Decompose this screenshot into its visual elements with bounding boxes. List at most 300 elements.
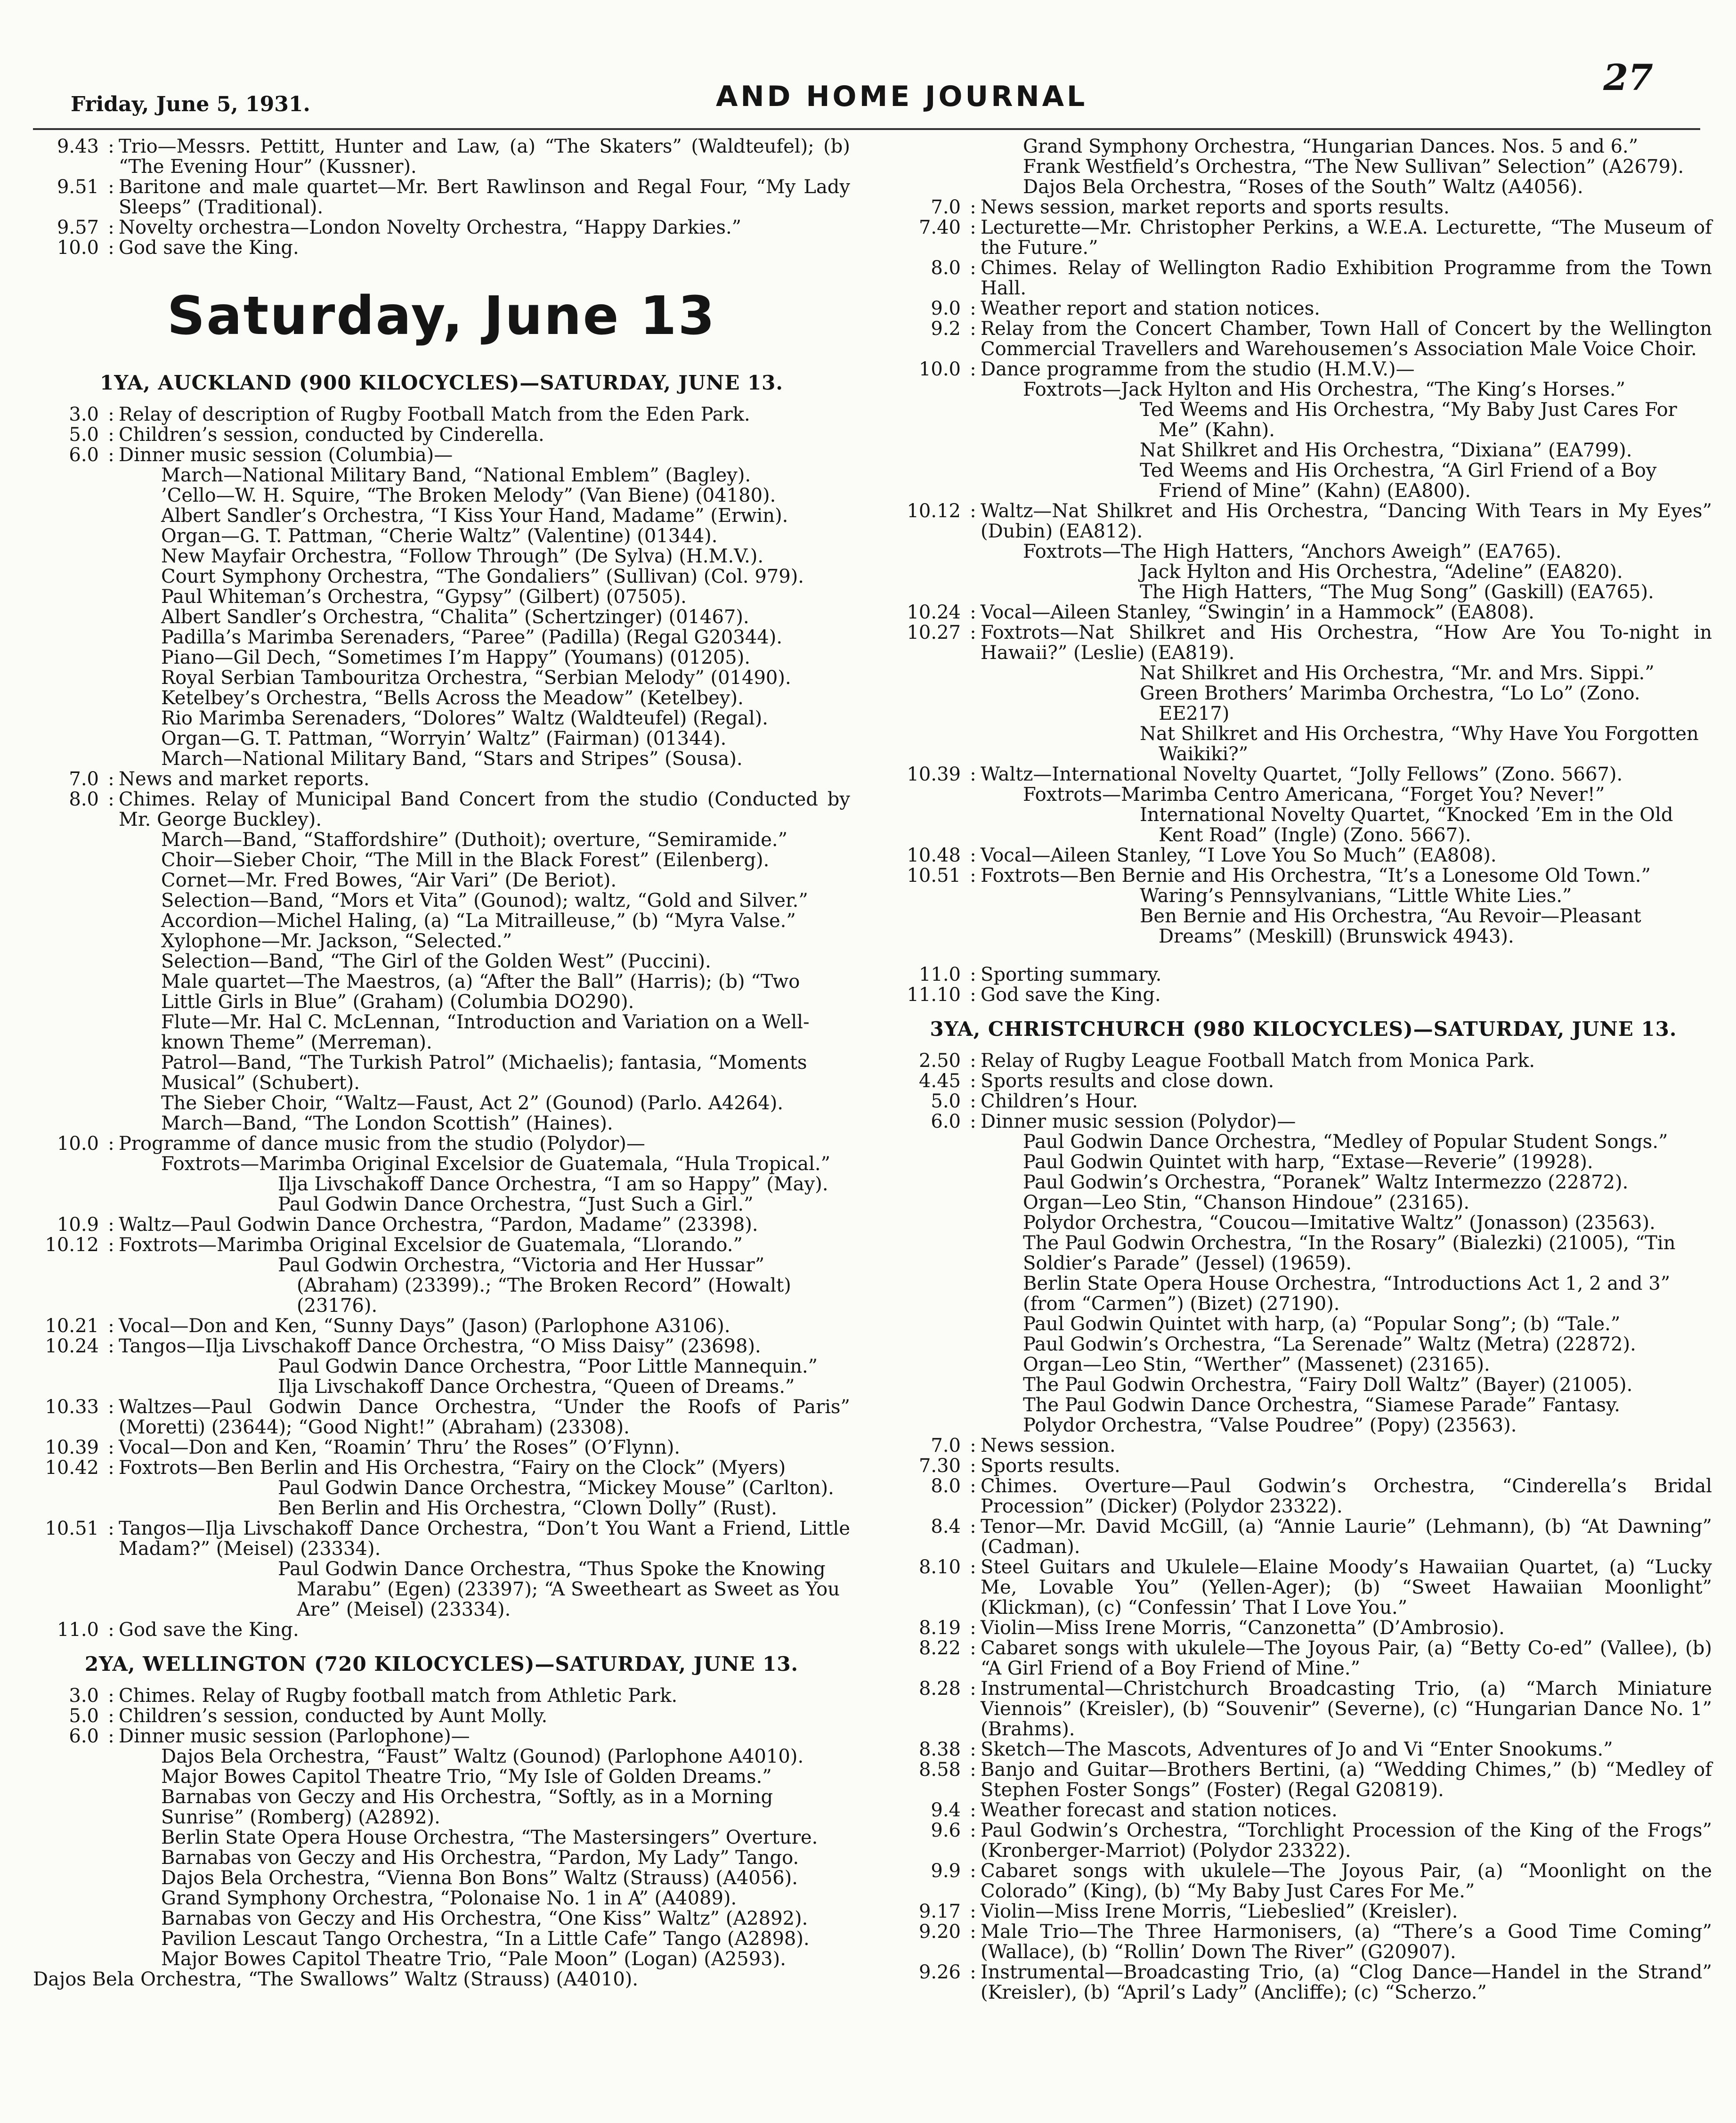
colon: :: [970, 1435, 976, 1456]
colon: :: [970, 622, 976, 643]
program-entry: [895, 1962, 1712, 2003]
program-entry: [33, 789, 850, 830]
program-text: Sketch—The Mascots, Adventures of Jo and Vi “Enter Snookums.”: [981, 1739, 1613, 1760]
program-item: Organ—Leo Stin, “Chanson Hindoue” (23165).: [1023, 1192, 1470, 1213]
time: 6.0: [69, 1725, 99, 1747]
program-subitem: Paul Godwin Dance Orchestra, “Thus Spoke the Knowing Marabu” (Egen) (23397); “A Sweetheart as Sweet as You Are” (Meisel) (23334).: [278, 1558, 840, 1620]
program-text: Tangos—Ilja Livschakoff Dance Orchestra, “O Miss Daisy” (23698).: [119, 1335, 761, 1357]
colon: :: [970, 1556, 976, 1578]
time: 10.12: [907, 500, 961, 522]
program-text: Vocal—Don and Ken, “Roamin’ Thru’ the Roses” (O’Flynn).: [119, 1437, 681, 1458]
header-rule: [33, 128, 1700, 130]
colon: :: [970, 298, 976, 319]
time: 10.51: [45, 1518, 99, 1539]
program-text: Children’s Hour.: [981, 1090, 1138, 1112]
program-text: Children’s session, conducted by Cinderella.: [119, 424, 544, 446]
colon: :: [970, 217, 976, 238]
colon: :: [970, 1921, 976, 1943]
colon: :: [108, 1457, 114, 1479]
program-item: Grand Symphony Orchestra, “Polonaise No. 1 in A” (A4089).: [161, 1887, 737, 1909]
program-entry: [33, 425, 850, 445]
colon: :: [108, 1214, 114, 1236]
program-entry: [33, 445, 850, 465]
program-entry: [33, 1686, 850, 1706]
program-item: Barnabas von Geczy and His Orchestra, “One Kiss” Waltz” (A2892).: [161, 1908, 808, 1929]
program-entry: [33, 137, 850, 177]
program-text: Vocal—Don and Ken, “Sunny Days” (Jason) (Parlophone A3106).: [119, 1315, 730, 1337]
program-text: Waltz—Nat Shilkret and His Orchestra, “Dancing With Tears in My Eyes” (Dubin) (EA812).: [981, 500, 1712, 542]
program-item: The Sieber Choir, “Waltz—Faust, Act 2” (Gounod) (Parlo. A4264).: [161, 1092, 784, 1114]
program-text: Steel Guitars and Ukulele—Elaine Moody’s Hawaiian Quartet, (a) “Lucky Me, Lovable You” (Yellen-Ager); (b) “Sweet Hawaiian Moonlight” (Klickman), (c) “Confessin’ That I Love You.”: [981, 1556, 1712, 1619]
program-text: God save the King.: [119, 237, 299, 259]
program-item: The Paul Godwin Dance Orchestra, “Siamese Parade” Fantasy.: [1023, 1394, 1620, 1416]
time: 4.45: [918, 1070, 961, 1092]
colon: :: [970, 358, 976, 380]
time: 10.27: [907, 622, 961, 643]
time: 10.48: [907, 845, 961, 866]
program-entry: [895, 1821, 1712, 1861]
program-text: Tenor—Mr. David McGill, (a) “Annie Laurie” (Lehmann), (b) “At Dawning” (Cadman).: [981, 1516, 1712, 1558]
program-subitem: Green Brothers’ Marimba Orchestra, “Lo Lo” (Zono. EE217): [1140, 683, 1640, 724]
program-text: Chimes. Overture—Paul Godwin’s Orchestra, “Cinderella’s Bridal Procession” (Dicker) (Polydor 23322).: [981, 1475, 1712, 1517]
program-item: Organ—G. T. Pattman, “Cherie Waltz” (Valentine) (01344).: [161, 525, 718, 547]
program-item: Pavilion Lescaut Tango Orchestra, “In a Little Cafe” Tango (A2898).: [161, 1928, 810, 1950]
program-item: Polydor Orchestra, “Valse Poudree” (Popy) (23563).: [1023, 1415, 1517, 1436]
program-subitem: Nat Shilkret and His Orchestra, “Why Have You Forgotten Waikiki?”: [1140, 723, 1699, 765]
program-entry: [895, 623, 1712, 663]
colon: :: [108, 424, 114, 446]
time: 5.0: [69, 424, 99, 446]
time: 9.57: [57, 217, 99, 238]
program-text: Instrumental—Christchurch Broadcasting Trio, (a) “March Miniature Viennois” (Kreisler), (b) “Souvenir” (Severne), (c) “Hungarian Dance No. 1” (Brahms).: [981, 1678, 1712, 1740]
colon: :: [108, 404, 114, 425]
station-heading-auckland: 1YA, AUCKLAND (900 KILOCYCLES)—SATURDAY, JUNE 13.: [99, 371, 784, 394]
time: 8.38: [918, 1739, 961, 1760]
program-item: The Paul Godwin Orchestra, “In the Rosary” (Bialezki) (21005), “Tin Soldier’s Parade” (Jessel) (19659).: [1023, 1232, 1676, 1274]
program-item: Organ—G. T. Pattman, “Worryin’ Waltz” (Fairman) (01344).: [161, 728, 727, 749]
program-entry: [33, 769, 850, 789]
program-item: Albert Sandler’s Orchestra, “I Kiss Your Hand, Madame” (Erwin).: [161, 505, 788, 527]
time: 8.28: [918, 1678, 961, 1700]
program-item: Male quartet—The Maestros, (a) “After the Ball” (Harris); (b) “Two Little Girls in Blue” (Graham) (Columbia DO290).: [161, 971, 800, 1013]
program-text: Vocal—Aileen Stanley, “I Love You So Much” (EA808).: [981, 845, 1497, 866]
colon: :: [108, 1619, 114, 1641]
program-text: Waltz—International Novelty Quartet, “Jolly Fellows” (Zono. 5667).: [981, 764, 1623, 785]
program-text: Male Trio—The Three Harmonisers, (a) “There’s a Good Time Coming” (Wallace), (b) “Rollin’ Down The River” (G20907).: [981, 1921, 1712, 1963]
program-entry: [33, 218, 850, 238]
colon: :: [108, 1396, 114, 1418]
time: 7.0: [931, 196, 961, 218]
program-text: God save the King.: [981, 984, 1161, 1006]
program-item: Albert Sandler’s Orchestra, “Chalita” (Schertzinger) (01467).: [161, 606, 749, 628]
colon: :: [970, 1455, 976, 1477]
right-column: [895, 137, 1712, 2003]
program-entry: [33, 177, 850, 218]
program-text: Foxtrots—Nat Shilkret and His Orchestra, “How Are You To-night in Hawaii?” (Leslie) (EA819).: [981, 622, 1712, 664]
colon: :: [108, 1315, 114, 1337]
time: 10.39: [907, 764, 961, 785]
program-text: Dinner music session (Columbia)—: [119, 444, 453, 466]
time: 10.0: [918, 358, 961, 380]
program-text: Children’s session, conducted by Aunt Molly.: [119, 1705, 548, 1727]
program-entry: [33, 238, 850, 258]
colon: :: [970, 1739, 976, 1760]
colon: :: [970, 1759, 976, 1781]
program-item: Dajos Bela Orchestra, “Faust” Waltz (Gounod) (Parlophone A4010).: [161, 1746, 804, 1767]
colon: :: [970, 1961, 976, 1983]
program-item: Barnabas von Geczy and His Orchestra, “Softly, as in a Morning Sunrise” (Romberg) (A2892).: [161, 1786, 773, 1828]
time: 9.6: [931, 1820, 961, 1841]
program-entry: [33, 1235, 850, 1255]
time: 8.0: [931, 1475, 961, 1497]
program-item: Grand Symphony Orchestra, “Hungarian Dances. Nos. 5 and 6.”: [1023, 136, 1639, 157]
program-text: Relay from the Concert Chamber, Town Hall of Concert by the Wellington Commercial Travellers and Warehousemen’s Association Male Voice Choir.: [981, 318, 1712, 360]
time: 8.22: [918, 1637, 961, 1659]
colon: :: [108, 136, 114, 157]
program-text: Weather forecast and station notices.: [981, 1799, 1338, 1821]
program-item: Berlin State Opera House Orchestra, “The Mastersingers” Overture.: [161, 1827, 818, 1848]
colon: :: [108, 444, 114, 466]
program-subitem: Ben Berlin and His Orchestra, “Clown Dolly” (Rust).: [278, 1497, 777, 1519]
time: 9.43: [57, 136, 99, 157]
program-text: Weather report and station notices.: [981, 298, 1320, 319]
time: 8.0: [69, 789, 99, 810]
time: 9.20: [918, 1921, 961, 1943]
colon: :: [108, 1437, 114, 1458]
program-item: Paul Whiteman’s Orchestra, “Gypsy” (Gilbert) (07505).: [161, 586, 687, 608]
program-text: Foxtrots—Marimba Original Excelsior de Guatemala, “Llorando.”: [119, 1234, 743, 1256]
program-entry: [895, 359, 1712, 380]
program-item: Paul Godwin’s Orchestra, “La Serenade” Waltz (Metra) (22872).: [1023, 1334, 1636, 1355]
colon: :: [108, 768, 114, 790]
program-entry: [895, 1071, 1712, 1091]
program-entry: [33, 1397, 850, 1438]
program-subitem: Ted Weems and His Orchestra, “A Girl Friend of a Boy Friend of Mine” (Kahn) (EA800).: [1140, 460, 1657, 502]
time: 8.58: [918, 1759, 961, 1781]
program-text: Cabaret songs with ukulele—The Joyous Pair, (a) “Betty Co-ed” (Vallee), (b) “A Girl Friend of a Boy Friend of Mine.”: [981, 1637, 1712, 1679]
program-item: March—National Military Band, “National Emblem” (Bagley).: [161, 464, 751, 486]
program-item: ’Cello—W. H. Squire, “The Broken Melody” (Van Biene) (04180).: [161, 485, 776, 506]
program-entry: [895, 866, 1712, 886]
colon: :: [108, 1335, 114, 1357]
colon: :: [108, 789, 114, 810]
program-text: Chimes. Relay of Municipal Band Concert from the studio (Conducted by Mr. George Buckley).: [119, 789, 850, 830]
time: 10.42: [45, 1457, 99, 1479]
program-entry: [895, 1112, 1712, 1132]
program-item: Royal Serbian Tambouritza Orchestra, “Serbian Melody” (01490).: [161, 667, 791, 689]
program-item: March—Band, “The London Scottish” (Haines).: [161, 1113, 613, 1134]
program-item: Choir—Sieber Choir, “The Mill in the Black Forest” (Eilenberg).: [161, 849, 770, 871]
program-item: Cornet—Mr. Fred Bowes, “Air Vari” (De Beriot).: [161, 870, 617, 891]
program-subitem: Jack Hylton and His Orchestra, “Adeline” (EA820).: [1140, 561, 1623, 583]
program-entry: [33, 1519, 850, 1559]
program-text: Violin—Miss Irene Morris, “Liebeslied” (Kreisler).: [981, 1901, 1458, 1922]
program-entry: [895, 501, 1712, 542]
program-item: Patrol—Band, “The Turkish Patrol” (Michaelis); fantasia, “Moments Musical” (Schubert).: [161, 1052, 807, 1094]
program-entry: [895, 299, 1712, 319]
time: 7.30: [918, 1455, 961, 1477]
program-subitem: Ilja Livschakoff Dance Orchestra, “I am so Happy” (May).: [278, 1173, 828, 1195]
program-item: Accordion—Michel Haling, (a) “La Mitrailleuse,” (b) “Myra Valse.”: [161, 910, 796, 932]
program-subitem: International Novelty Quartet, “Knocked ’Em in the Old Kent Road” (Ingle) (Zono. 5667).: [1140, 804, 1673, 846]
program-subitem: Paul Godwin Dance Orchestra, “Poor Little Mannequin.”: [278, 1356, 818, 1377]
program-subitem: Ben Bernie and His Orchestra, “Au Revoir—Pleasant Dreams” (Meskill) (Brunswick 4943).: [1140, 905, 1641, 947]
colon: :: [108, 1518, 114, 1539]
program-text: Tangos—Ilja Livschakoff Dance Orchestra, “Don’t You Want a Friend, Little Madam?” (Meisel) (23334).: [119, 1518, 850, 1560]
program-text: Novelty orchestra—London Novelty Orchestra, “Happy Darkies.”: [119, 217, 742, 238]
colon: :: [970, 1860, 976, 1882]
time: 9.17: [918, 1901, 961, 1922]
program-entry: [895, 846, 1712, 866]
time: 2.50: [918, 1050, 961, 1072]
program-text: Banjo and Guitar—Brothers Bertini, (a) “Wedding Chimes,” (b) “Medley of Stephen Foster Songs” (Foster) (Regal G20819).: [981, 1759, 1712, 1801]
time: 10.0: [57, 1133, 99, 1155]
program-entry: [895, 258, 1712, 299]
program-item: Selection—Band, “Mors et Vita” (Gounod); waltz, “Gold and Silver.”: [161, 890, 808, 911]
program-item: Piano—Gil Dech, “Sometimes I’m Happy” (Youmans) (01205).: [161, 647, 751, 668]
program-entry: [895, 1618, 1712, 1638]
colon: :: [970, 1820, 976, 1841]
time: 5.0: [69, 1705, 99, 1727]
program-entry: [895, 197, 1712, 218]
program-subitem: Paul Godwin Dance Orchestra, “Mickey Mouse” (Carlton).: [278, 1477, 834, 1499]
program-entry: [895, 1051, 1712, 1071]
colon: :: [970, 1617, 976, 1639]
program-subitem: Nat Shilkret and His Orchestra, “Mr. and Mrs. Sippi.”: [1140, 662, 1655, 684]
program-subitem: Ted Weems and His Orchestra, “My Baby Just Cares For Me” (Kahn).: [1140, 399, 1677, 441]
program-text: Relay of Rugby League Football Match from Monica Park.: [981, 1050, 1535, 1072]
colon: :: [970, 500, 976, 522]
program-text: Vocal—Aileen Stanley, “Swingin’ in a Hammock” (EA808).: [981, 602, 1534, 623]
time: 11.0: [57, 1619, 99, 1641]
colon: :: [970, 865, 976, 887]
program-entry: [33, 1336, 850, 1357]
program-text: Relay of description of Rugby Football Match from the Eden Park.: [119, 404, 750, 425]
colon: :: [970, 318, 976, 340]
time: 10.24: [45, 1335, 99, 1357]
program-text: Cabaret songs with ukulele—The Joyous Pair, (a) “Moonlight on the Colorado” (King), (b) “My Baby Just Cares For Me.”: [981, 1860, 1712, 1902]
program-item: March—Band, “Staffordshire” (Duthoit); overture, “Semiramide.”: [161, 829, 788, 851]
program-item: Xylophone—Mr. Jackson, “Selected.”: [161, 930, 512, 952]
program-text: Sports results and close down.: [981, 1070, 1274, 1092]
time: 10.39: [45, 1437, 99, 1458]
program-entry: [895, 1476, 1712, 1517]
program-item: Paul Godwin Quintet with harp, “Extase—Reverie” (19928).: [1023, 1151, 1593, 1173]
colon: :: [108, 1685, 114, 1707]
colon: :: [970, 1070, 976, 1092]
time: 11.10: [907, 984, 961, 1006]
time: 7.40: [918, 217, 961, 238]
colon: :: [108, 1234, 114, 1256]
program-item: Flute—Mr. Hal C. McLennan, “Introduction and Variation on a Well-known Theme” (Merreman).: [161, 1011, 810, 1053]
page-number: 27: [1603, 57, 1653, 98]
colon: :: [970, 845, 976, 866]
time: 8.10: [918, 1556, 961, 1578]
program-text: Waltzes—Paul Godwin Dance Orchestra, “Under the Roofs of Paris” (Moretti) (23644); “Good Night!” (Abraham) (23308).: [119, 1396, 850, 1438]
program-item: Selection—Band, “The Girl of the Golden West” (Puccini).: [161, 951, 711, 972]
program-subitem: Ilja Livschakoff Dance Orchestra, “Queen of Dreams.”: [278, 1376, 795, 1398]
time: 9.9: [931, 1860, 961, 1882]
program-entry: [895, 1740, 1712, 1760]
program-item: Rio Marimba Serenaders, “Dolores” Waltz (Waldteufel) (Regal).: [161, 708, 769, 729]
time: 9.4: [931, 1799, 961, 1821]
program-entry: [33, 1620, 850, 1640]
program-item: Padilla’s Marimba Serenaders, “Paree” (Padilla) (Regal G20344).: [161, 626, 783, 648]
program-item: Foxtrots—The High Hatters, “Anchors Aweigh” (EA765).: [1023, 541, 1562, 562]
colon: :: [970, 257, 976, 279]
time: 7.0: [69, 768, 99, 790]
time: 8.0: [931, 257, 961, 279]
program-text: Baritone and male quartet—Mr. Bert Rawlinson and Regal Four, “My Lady Sleeps” (Traditional).: [119, 176, 850, 218]
program-text: Chimes. Relay of Rugby football match from Athletic Park.: [119, 1685, 678, 1707]
time: 10.51: [907, 865, 961, 887]
program-entry: [33, 1134, 850, 1154]
program-item: Foxtrots—Marimba Centro Americana, “Forget You? Never!”: [1023, 784, 1605, 805]
time: 3.0: [69, 1685, 99, 1707]
program-text: News and market reports.: [119, 768, 370, 790]
program-entry: [895, 1922, 1712, 1962]
program-item: Major Bowes Capitol Theatre Trio, “My Isle of Golden Dreams.”: [161, 1766, 772, 1788]
program-text: Lecturette—Mr. Christopher Perkins, a W.E.A. Lecturette, “The Museum of the Future.”: [981, 217, 1712, 259]
program-item: Paul Godwin Quintet with harp, (a) “Popular Song”; (b) “Tale.”: [1023, 1313, 1621, 1335]
program-item: Frank Westfield’s Orchestra, “The New Sullivan” Selection” (A2679).: [1023, 156, 1684, 178]
program-subitem: Paul Godwin Orchestra, “Victoria and Her Hussar” (Abraham) (23399).; “The Broken Record” (Howalt) (23176).: [278, 1254, 791, 1317]
program-item: Foxtrots—Jack Hylton and His Orchestra, “The King’s Horses.”: [1023, 379, 1626, 400]
colon: :: [108, 1705, 114, 1727]
program-entry: [895, 1436, 1712, 1456]
colon: :: [970, 1901, 976, 1922]
colon: :: [970, 1050, 976, 1072]
colon: :: [970, 984, 976, 1006]
program-item: Ketelbey’s Orchestra, “Bells Across the Meadow” (Ketelbey).: [161, 687, 744, 709]
colon: :: [970, 1799, 976, 1821]
program-entry: [33, 1215, 850, 1235]
program-entry: [33, 1726, 850, 1747]
colon: :: [970, 602, 976, 623]
program-entry: [33, 1316, 850, 1336]
program-entry: [895, 1456, 1712, 1476]
program-item: Dajos Bela Orchestra, “The Swallows” Waltz (Strauss) (A4010).: [33, 1968, 639, 1990]
program-text: News session, market reports and sports results.: [981, 196, 1450, 218]
publication-title: AND HOME JOURNAL: [716, 80, 1088, 113]
program-item: New Mayfair Orchestra, “Follow Through” (De Sylva) (H.M.V.).: [161, 545, 764, 567]
time: 6.0: [931, 1111, 961, 1132]
time: 9.51: [57, 176, 99, 198]
program-entry: [895, 602, 1712, 623]
colon: :: [108, 1725, 114, 1747]
program-item: Paul Godwin Dance Orchestra, “Medley of Popular Student Songs.”: [1023, 1131, 1668, 1153]
program-text: Dinner music session (Parlophone)—: [119, 1725, 470, 1747]
program-item: Polydor Orchestra, “Coucou—Imitative Waltz” (Jonasson) (23563).: [1023, 1212, 1655, 1234]
program-text: Instrumental—Broadcasting Trio, (a) “Clog Dance—Handel in the Strand” (Kreisler), (b) “April’s Lady” (Ancliffe); (c) “Scherzo.”: [981, 1961, 1712, 2003]
program-text: Foxtrots—Ben Berlin and His Orchestra, “Fairy on the Clock” (Myers): [119, 1457, 786, 1479]
colon: :: [970, 1516, 976, 1537]
program-entry: [895, 1638, 1712, 1679]
program-entry: [895, 1091, 1712, 1112]
program-subitem: The High Hatters, “The Mug Song” (Gaskill) (EA765).: [1140, 581, 1654, 603]
colon: :: [970, 1678, 976, 1700]
program-entry: [895, 1517, 1712, 1557]
program-entry: [895, 1557, 1712, 1618]
program-entry: [895, 985, 1712, 1005]
program-text: Waltz—Paul Godwin Dance Orchestra, “Pardon, Madame” (23398).: [119, 1214, 758, 1236]
colon: :: [970, 1090, 976, 1112]
time: 3.0: [69, 404, 99, 425]
program-entry: [33, 405, 850, 425]
time: 10.33: [45, 1396, 99, 1418]
colon: :: [970, 1475, 976, 1497]
program-text: Programme of dance music from the studio (Polydor)—: [119, 1133, 645, 1155]
colon: :: [970, 1637, 976, 1659]
colon: :: [970, 764, 976, 785]
program-text: Chimes. Relay of Wellington Radio Exhibition Programme from the Town Hall.: [981, 257, 1712, 299]
time: 7.0: [931, 1435, 961, 1456]
time: 9.26: [918, 1961, 961, 1983]
program-entry: [895, 218, 1712, 258]
program-text: God save the King.: [119, 1619, 299, 1641]
time: 10.12: [45, 1234, 99, 1256]
spacer: [895, 947, 1712, 965]
page-header: [33, 57, 1710, 127]
time: 10.24: [907, 602, 961, 623]
program-item: March—National Military Band, “Stars and Stripes” (Sousa).: [161, 748, 743, 770]
program-entry: [895, 1800, 1712, 1821]
program-item: The Paul Godwin Orchestra, “Fairy Doll Waltz” (Bayer) (21005).: [1023, 1374, 1633, 1396]
program-entry: [895, 1679, 1712, 1740]
program-entry: [895, 319, 1712, 359]
program-entry: [895, 1902, 1712, 1922]
time: 8.4: [931, 1516, 961, 1537]
time: 10.0: [57, 237, 99, 259]
program-subitem: Nat Shilkret and His Orchestra, “Dixiana” (EA799).: [1140, 439, 1632, 461]
program-entry: [33, 1438, 850, 1458]
program-text: Foxtrots—Ben Bernie and His Orchestra, “It’s a Lonesome Old Town.”: [981, 865, 1651, 887]
program-text: Dance programme from the studio (H.M.V.)—: [981, 358, 1415, 380]
time: 9.2: [931, 318, 961, 340]
station-heading-wellington: 2YA, WELLINGTON (720 KILOCYCLES)—SATURDAY, JUNE 13.: [84, 1652, 799, 1676]
program-entry: [895, 965, 1712, 985]
program-entry: [895, 1760, 1712, 1800]
colon: :: [108, 1133, 114, 1155]
program-text: Paul Godwin’s Orchestra, “Torchlight Procession of the King of the Frogs” (Kronberger-Marriot) (Polydor 23322).: [981, 1820, 1712, 1862]
colon: :: [108, 176, 114, 198]
program-subitem: Waring’s Pennsylvanians, “Little White Lies.”: [1140, 885, 1572, 907]
program-text: Dinner music session (Polydor)—: [981, 1111, 1296, 1132]
colon: :: [970, 964, 976, 985]
time: 6.0: [69, 444, 99, 466]
program-subitem: Paul Godwin Dance Orchestra, “Just Such a Girl.”: [278, 1194, 754, 1215]
colon: :: [970, 196, 976, 218]
time: 5.0: [931, 1090, 961, 1112]
time: 9.0: [931, 298, 961, 319]
program-item: Organ—Leo Stin, “Werther” (Massenet) (23165).: [1023, 1354, 1490, 1375]
program-text: News session.: [981, 1435, 1116, 1456]
time: 10.21: [45, 1315, 99, 1337]
program-text: Trio—Messrs. Pettitt, Hunter and Law, (a) “The Skaters” (Waldteufel); (b) “The Evening Hour” (Kussner).: [119, 136, 850, 178]
program-item: Court Symphony Orchestra, “The Gondaliers” (Sullivan) (Col. 979).: [161, 566, 804, 587]
program-item: Berlin State Opera House Orchestra, “Introductions Act 1, 2 and 3” (from “Carmen”) (Bizet) (27190).: [1023, 1273, 1671, 1315]
program-entry: [33, 1706, 850, 1726]
station-heading-christchurch: 3YA, CHRISTCHURCH (980 KILOCYCLES)—SATURDAY, JUNE 13.: [930, 1017, 1677, 1041]
colon: :: [108, 217, 114, 238]
program-item: Foxtrots—Marimba Original Excelsior de Guatemala, “Hula Tropical.”: [161, 1153, 831, 1175]
program-text: Sports results.: [981, 1455, 1120, 1477]
colon: :: [108, 237, 114, 259]
time: 8.19: [918, 1617, 961, 1639]
program-entry: [33, 1458, 850, 1478]
program-entry: [895, 1861, 1712, 1902]
program-item: Dajos Bela Orchestra, “Vienna Bon Bons” Waltz (Strauss) (A4056).: [161, 1867, 798, 1889]
